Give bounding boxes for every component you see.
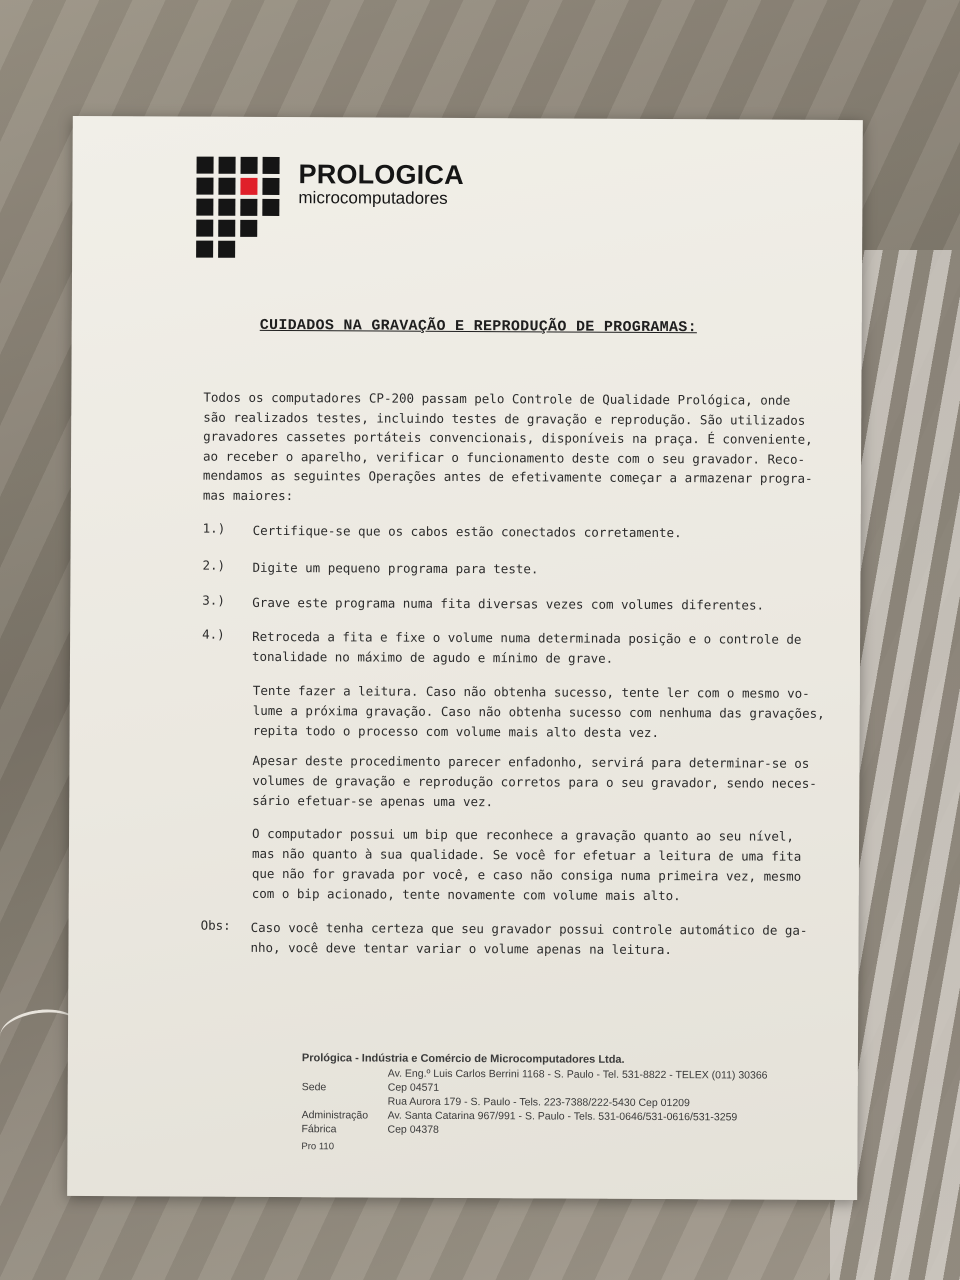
step-text: Retroceda a fita e fixe o volume numa determinada posição e o controle de (252, 628, 802, 647)
intro-line: gravadores cassetes portáteis convencionais, disponíveis na praça. É conveniente, (203, 428, 813, 447)
intro-line: mendamos as seguintes Operações antes de efetivamente começar a armazenar progra- (202, 467, 813, 486)
footer-value: Cep 04378 (387, 1123, 439, 1136)
paragraph-line: com o bip acionado, tente novamente com volume mais alto. (251, 885, 681, 904)
brand-block (298, 159, 464, 208)
paragraph-line: repita todo o processo com volume mais alto desta vez. (252, 722, 660, 741)
paragraph-line: Tente fazer a leitura. Caso não obtenha sucesso, tente ler com o mesmo vo- (252, 682, 810, 701)
footer-label: Fábrica (301, 1123, 337, 1136)
footer-value: Cep 04571 (387, 1081, 440, 1094)
intro-line: ao receber o aparelho, verificar o funcionamento deste com o seu gravador. Reco- (203, 448, 806, 467)
brand-name: PROLOGICA (298, 159, 464, 190)
footer-value: Av. Santa Catarina 967/991 - S. Paulo - Tels. 531-0646/531-0616/531-3259 (387, 1109, 738, 1124)
footer-company: Prológica - Indústria e Comércio de Microcomputadores Ltda. (301, 1052, 625, 1066)
paragraph-line: volumes de gravação e reprodução corretos para o seu gravador, sendo neces- (252, 772, 817, 791)
step-number: 1.) (202, 520, 226, 536)
footer-address (301, 1052, 771, 1139)
paragraph-read-attempt (253, 681, 833, 744)
obs-label: Obs: (200, 917, 231, 933)
step-text: Digite um pequeno programa para teste. (252, 559, 539, 577)
paragraph-bip (252, 824, 832, 907)
intro-line: são realizados testes, incluindo testes de gravação e reprodução. São utilizados (203, 409, 806, 428)
intro-line: Todos os computadores CP-200 passam pelo Controle de Qualidade Prológica, onde (203, 389, 791, 408)
step-text: Certifique-se que os cabos estão conectados corretamente. (252, 522, 682, 541)
prologica-grid-logo-icon (196, 157, 281, 259)
step-text: tonalidade no máximo de agudo e mínimo de grave. (251, 648, 614, 666)
document-title: CUIDADOS NA GRAVAÇÃO E REPRODUÇÃO DE PROGRAMAS: (259, 316, 697, 337)
document-sheet (67, 116, 863, 1200)
paragraph-line: Apesar deste procedimento parecer enfadonho, servirá para determinar-se os (252, 752, 810, 771)
intro-line: mas maiores: (202, 487, 294, 503)
step-number: 4.) (202, 626, 225, 642)
step-number: 2.) (202, 557, 226, 573)
paragraph-line: O computador possui um bip que reconhece a gravação quanto ao seu nível, (252, 825, 794, 844)
footer-value: Rua Aurora 179 - S. Paulo - Tels. 223-7388/222-5430 Cep 01209 (387, 1095, 690, 1110)
intro-paragraph (203, 388, 834, 508)
step-number: 3.) (202, 592, 225, 608)
paragraph-procedure (252, 751, 832, 814)
footer-label: Sede (301, 1081, 327, 1094)
paragraph-line: lume a próxima gravação. Caso não obtenha sucesso com nenhuma das gravações, (252, 702, 825, 721)
paragraph-line: que não for gravada por você, e caso não consiga numa primeira vez, mesmo (251, 865, 802, 884)
footer-value: Av. Eng.º Luis Carlos Berrini 1168 - S. Paulo - Tel. 531-8822 - TELEX (011) 30366 (387, 1067, 768, 1082)
paragraph-line: mas não quanto à sua qualidade. Se você for efetuar a leitura de uma fita (251, 845, 802, 864)
document-code: Pro 110 (301, 1141, 335, 1153)
footer-label: Administração (301, 1109, 369, 1122)
obs-line: nho, você deve tentar variar o volume apenas na leitura. (250, 939, 672, 958)
step-text: Grave este programa numa fita diversas vezes com volumes diferentes. (252, 594, 765, 613)
footer-row (301, 1123, 771, 1139)
paragraph-line: sário efetuar-se apenas uma vez. (252, 792, 494, 810)
brand-subtitle: microcomputadores (298, 188, 448, 208)
logo-red-square (240, 178, 257, 195)
obs-line: Caso você tenha certeza que seu gravador possui controle automático de ga- (250, 919, 808, 938)
